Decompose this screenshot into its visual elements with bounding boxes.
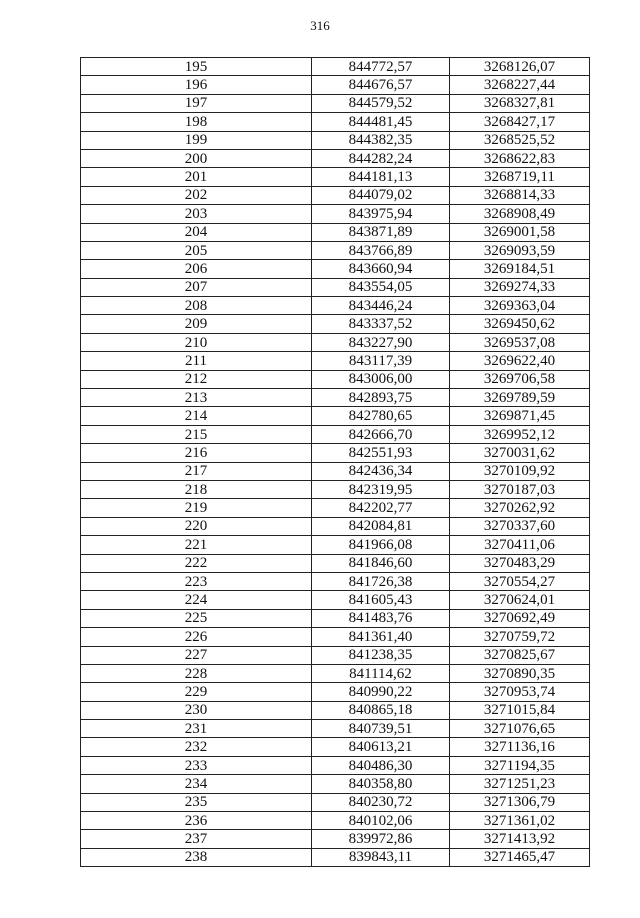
table-row — [81, 793, 590, 811]
x-coordinate-cell: 842666,70 — [312, 425, 450, 443]
point-number-cell: 224 — [81, 591, 312, 609]
x-coordinate-cell: 843337,52 — [312, 315, 450, 333]
x-coordinate-cell: 841114,62 — [312, 664, 450, 682]
x-coordinate-cell: 841726,38 — [312, 572, 450, 590]
table-row — [81, 333, 590, 351]
point-number-cell: 206 — [81, 260, 312, 278]
y-coordinate-cell: 3269274,33 — [450, 278, 590, 296]
table-row — [81, 812, 590, 830]
point-number-cell: 199 — [81, 131, 312, 149]
x-coordinate-cell: 840486,30 — [312, 756, 450, 774]
table-row — [81, 554, 590, 572]
table-row — [81, 425, 590, 443]
x-coordinate-cell: 841846,60 — [312, 554, 450, 572]
x-coordinate-cell: 843006,00 — [312, 370, 450, 388]
point-number-cell: 197 — [81, 94, 312, 112]
point-number-cell: 205 — [81, 241, 312, 259]
point-number-cell: 234 — [81, 775, 312, 793]
x-coordinate-cell: 840358,80 — [312, 775, 450, 793]
point-number-cell: 207 — [81, 278, 312, 296]
table-row — [81, 315, 590, 333]
y-coordinate-cell: 3270953,74 — [450, 683, 590, 701]
x-coordinate-cell: 843660,94 — [312, 260, 450, 278]
y-coordinate-cell: 3271465,47 — [450, 848, 590, 866]
y-coordinate-cell: 3268622,83 — [450, 149, 590, 167]
y-coordinate-cell: 3271076,65 — [450, 720, 590, 738]
y-coordinate-cell: 3270109,92 — [450, 462, 590, 480]
y-coordinate-cell: 3271361,02 — [450, 812, 590, 830]
y-coordinate-cell: 3268719,11 — [450, 168, 590, 186]
table-row — [81, 149, 590, 167]
table-row — [81, 94, 590, 112]
y-coordinate-cell: 3270890,35 — [450, 664, 590, 682]
table-row — [81, 58, 590, 76]
x-coordinate-cell: 840739,51 — [312, 720, 450, 738]
table-row — [81, 113, 590, 131]
table-row — [81, 76, 590, 94]
x-coordinate-cell: 840613,21 — [312, 738, 450, 756]
x-coordinate-cell: 840865,18 — [312, 701, 450, 719]
point-number-cell: 228 — [81, 664, 312, 682]
point-number-cell: 229 — [81, 683, 312, 701]
y-coordinate-cell: 3270692,49 — [450, 609, 590, 627]
y-coordinate-cell: 3271194,35 — [450, 756, 590, 774]
point-number-cell: 216 — [81, 444, 312, 462]
y-coordinate-cell: 3269001,58 — [450, 223, 590, 241]
x-coordinate-cell: 841966,08 — [312, 536, 450, 554]
point-number-cell: 195 — [81, 58, 312, 76]
x-coordinate-cell: 844181,13 — [312, 168, 450, 186]
point-number-cell: 236 — [81, 812, 312, 830]
table-row — [81, 352, 590, 370]
table-row — [81, 646, 590, 664]
x-coordinate-cell: 841238,35 — [312, 646, 450, 664]
point-number-cell: 219 — [81, 499, 312, 517]
point-number-cell: 218 — [81, 480, 312, 498]
point-number-cell: 201 — [81, 168, 312, 186]
y-coordinate-cell: 3270483,29 — [450, 554, 590, 572]
y-coordinate-cell: 3271306,79 — [450, 793, 590, 811]
table-row — [81, 168, 590, 186]
x-coordinate-cell: 843446,24 — [312, 297, 450, 315]
table-row — [81, 297, 590, 315]
x-coordinate-cell: 843227,90 — [312, 333, 450, 351]
y-coordinate-cell: 3269184,51 — [450, 260, 590, 278]
y-coordinate-cell: 3268908,49 — [450, 205, 590, 223]
y-coordinate-cell: 3270031,62 — [450, 444, 590, 462]
table-row — [81, 517, 590, 535]
table-row — [81, 848, 590, 866]
table-row — [81, 131, 590, 149]
table-row — [81, 223, 590, 241]
point-number-cell: 230 — [81, 701, 312, 719]
x-coordinate-cell: 844676,57 — [312, 76, 450, 94]
x-coordinate-cell: 844481,45 — [312, 113, 450, 131]
point-number-cell: 227 — [81, 646, 312, 664]
table-row — [81, 628, 590, 646]
x-coordinate-cell: 843871,89 — [312, 223, 450, 241]
y-coordinate-cell: 3269537,08 — [450, 333, 590, 351]
point-number-cell: 211 — [81, 352, 312, 370]
point-number-cell: 232 — [81, 738, 312, 756]
coordinates-table-body — [81, 58, 590, 867]
y-coordinate-cell: 3270411,06 — [450, 536, 590, 554]
table-row — [81, 186, 590, 204]
x-coordinate-cell: 842202,77 — [312, 499, 450, 517]
table-row — [81, 775, 590, 793]
table-row — [81, 701, 590, 719]
y-coordinate-cell: 3270554,27 — [450, 572, 590, 590]
point-number-cell: 196 — [81, 76, 312, 94]
x-coordinate-cell: 844772,57 — [312, 58, 450, 76]
y-coordinate-cell: 3270262,92 — [450, 499, 590, 517]
point-number-cell: 221 — [81, 536, 312, 554]
point-number-cell: 238 — [81, 848, 312, 866]
y-coordinate-cell: 3269363,04 — [450, 297, 590, 315]
y-coordinate-cell: 3268227,44 — [450, 76, 590, 94]
point-number-cell: 217 — [81, 462, 312, 480]
table-row — [81, 536, 590, 554]
y-coordinate-cell: 3270624,01 — [450, 591, 590, 609]
point-number-cell: 226 — [81, 628, 312, 646]
point-number-cell: 220 — [81, 517, 312, 535]
x-coordinate-cell: 842319,95 — [312, 480, 450, 498]
x-coordinate-cell: 841605,43 — [312, 591, 450, 609]
table-row — [81, 683, 590, 701]
x-coordinate-cell: 839843,11 — [312, 848, 450, 866]
x-coordinate-cell: 844579,52 — [312, 94, 450, 112]
page-number: 316 — [310, 18, 330, 33]
x-coordinate-cell: 840102,06 — [312, 812, 450, 830]
x-coordinate-cell: 842893,75 — [312, 389, 450, 407]
y-coordinate-cell: 3269952,12 — [450, 425, 590, 443]
point-number-cell: 209 — [81, 315, 312, 333]
x-coordinate-cell: 842084,81 — [312, 517, 450, 535]
y-coordinate-cell: 3270337,60 — [450, 517, 590, 535]
table-row — [81, 720, 590, 738]
point-number-cell: 210 — [81, 333, 312, 351]
y-coordinate-cell: 3271136,16 — [450, 738, 590, 756]
y-coordinate-cell: 3268814,33 — [450, 186, 590, 204]
x-coordinate-cell: 841483,76 — [312, 609, 450, 627]
table-row — [81, 278, 590, 296]
point-number-cell: 231 — [81, 720, 312, 738]
table-row — [81, 407, 590, 425]
point-number-cell: 215 — [81, 425, 312, 443]
y-coordinate-cell: 3271413,92 — [450, 830, 590, 848]
x-coordinate-cell: 844079,02 — [312, 186, 450, 204]
table-row — [81, 205, 590, 223]
point-number-cell: 225 — [81, 609, 312, 627]
y-coordinate-cell: 3269789,59 — [450, 389, 590, 407]
y-coordinate-cell: 3269706,58 — [450, 370, 590, 388]
x-coordinate-cell: 843117,39 — [312, 352, 450, 370]
coordinates-table — [80, 57, 590, 867]
point-number-cell: 198 — [81, 113, 312, 131]
y-coordinate-cell: 3269871,45 — [450, 407, 590, 425]
table-row — [81, 830, 590, 848]
y-coordinate-cell: 3269093,59 — [450, 241, 590, 259]
table-row — [81, 462, 590, 480]
point-number-cell: 235 — [81, 793, 312, 811]
table-row — [81, 738, 590, 756]
y-coordinate-cell: 3269622,40 — [450, 352, 590, 370]
y-coordinate-cell: 3268327,81 — [450, 94, 590, 112]
point-number-cell: 202 — [81, 186, 312, 204]
x-coordinate-cell: 841361,40 — [312, 628, 450, 646]
table-row — [81, 572, 590, 590]
table-row — [81, 499, 590, 517]
point-number-cell: 204 — [81, 223, 312, 241]
y-coordinate-cell: 3270825,67 — [450, 646, 590, 664]
point-number-cell: 237 — [81, 830, 312, 848]
table-row — [81, 609, 590, 627]
point-number-cell: 214 — [81, 407, 312, 425]
table-row — [81, 389, 590, 407]
table-row — [81, 591, 590, 609]
point-number-cell: 213 — [81, 389, 312, 407]
y-coordinate-cell: 3268126,07 — [450, 58, 590, 76]
y-coordinate-cell: 3271015,84 — [450, 701, 590, 719]
y-coordinate-cell: 3271251,23 — [450, 775, 590, 793]
point-number-cell: 222 — [81, 554, 312, 572]
point-number-cell: 203 — [81, 205, 312, 223]
table-row — [81, 241, 590, 259]
x-coordinate-cell: 840230,72 — [312, 793, 450, 811]
point-number-cell: 208 — [81, 297, 312, 315]
point-number-cell: 223 — [81, 572, 312, 590]
y-coordinate-cell: 3268525,52 — [450, 131, 590, 149]
table-row — [81, 756, 590, 774]
point-number-cell: 200 — [81, 149, 312, 167]
x-coordinate-cell: 842436,34 — [312, 462, 450, 480]
point-number-cell: 233 — [81, 756, 312, 774]
table-row — [81, 480, 590, 498]
x-coordinate-cell: 842780,65 — [312, 407, 450, 425]
point-number-cell: 212 — [81, 370, 312, 388]
x-coordinate-cell: 844282,24 — [312, 149, 450, 167]
x-coordinate-cell: 843554,05 — [312, 278, 450, 296]
x-coordinate-cell: 843975,94 — [312, 205, 450, 223]
table-row — [81, 260, 590, 278]
table-row — [81, 370, 590, 388]
x-coordinate-cell: 839972,86 — [312, 830, 450, 848]
y-coordinate-cell: 3270759,72 — [450, 628, 590, 646]
y-coordinate-cell: 3268427,17 — [450, 113, 590, 131]
y-coordinate-cell: 3270187,03 — [450, 480, 590, 498]
table-row — [81, 664, 590, 682]
x-coordinate-cell: 844382,35 — [312, 131, 450, 149]
table-row — [81, 444, 590, 462]
x-coordinate-cell: 842551,93 — [312, 444, 450, 462]
y-coordinate-cell: 3269450,62 — [450, 315, 590, 333]
x-coordinate-cell: 840990,22 — [312, 683, 450, 701]
x-coordinate-cell: 843766,89 — [312, 241, 450, 259]
